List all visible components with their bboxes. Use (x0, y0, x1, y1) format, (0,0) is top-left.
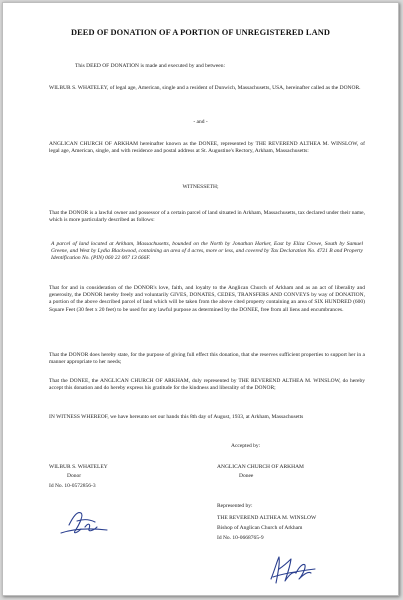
and-separator: - and - (193, 119, 208, 125)
donee-role: Donee (239, 473, 254, 479)
accepted-by-label: Accepted by: (231, 443, 261, 449)
donee-name: ANGLICAN CHURCH OF ARKHAM (217, 464, 304, 470)
representative-signature (263, 549, 323, 589)
intro-line: This DEED OF DONATION is made and executed by and between: (75, 63, 225, 69)
acceptance-paragraph: That the DONEE, the ANGLICAN CHURCH OF ARKHAM, duly represented by THE REVEREND ALTHEA M. WINSLOW, do hereby accept this donation and do hereby express his gratitude for the kindness and liberality of the DONOR; (49, 378, 365, 392)
reserve-paragraph: That the DONOR does hereby state, for the purpose of giving full effect this donation, that she reserves sufficient properties to support her in a manner appropriate to her needs; (49, 352, 365, 366)
representative-name: THE REVEREND ALTHEA M. WINSLOW (217, 515, 317, 521)
witness-whereof-paragraph: IN WITNESS WHEREOF, we have hereunto set our hands this 8th day of August, 1933, at Arkham, Massachusetts (49, 414, 304, 420)
donee-party-paragraph: ANGLICAN CHURCH OF ARKHAM hereinafter known as the DONEE, represented by THE REVEREND ALTHEA M. WINSLOW, of legal age, American, single, and with residence and postal address at St. Augustine's Rectory, Arkham, Massachusetts: (49, 141, 365, 155)
donee-id: Id No. 10-0668765-9 (217, 535, 264, 541)
land-description-paragraph: A parcel of land located at Arkham, Massachusetts, bounded on the North by Jonathan Harker, East by Eliza Crowe, South by Samuel Greene, and West by Lydia Blackwood, containing an area of 4 acres, more or less, and covered by Tax Declaration No. 4721 B and Property Identification No. (PIN) 060 22 007 13 666F. (51, 241, 363, 262)
represented-by-label: Represented by: (217, 503, 253, 509)
donor-signature (55, 503, 115, 543)
witnesseth-heading: WITNESSETH; (182, 184, 219, 190)
deed-page (2, 2, 399, 596)
ownership-paragraph: That the DONOR is a lawful owner and possessor of a certain parcel of land situated in Arkham, Massachusetts, tax declared under their name, which is more particularly described as follows: (49, 210, 365, 224)
document-title: DEED OF DONATION OF A PORTION OF UNREGISTERED LAND (70, 28, 331, 37)
donor-name: WILBUR S. WHATELEY (49, 464, 108, 470)
donor-role: Donor (67, 473, 82, 479)
donor-id: Id No. 10-0572856-3 (49, 483, 96, 489)
consideration-paragraph: That for and in consideration of the DONOR's love, faith, and loyalty to the Anglican Church of Arkham and as an act of liberality and generosity, the DONOR hereby freely and voluntarily GIVES, DONATES, CEDES, TRANSFERS AND CONVEYS by way of DONATION, a portion of the above described parcel of land which will be taken from the above cited property containing an area of SIX HUNDRED (600) Square Feet (30 feet x 20 feet) to be used for any lawful purpose as determined by the DONEE, free from all liens and encumbrances. (49, 285, 365, 313)
donor-party-paragraph: WILBUR S. WHATELEY, of legal age, American, single and a resident of Dunwich, Massachusetts, USA, hereinafter called as the DONOR. (49, 85, 361, 91)
representative-title: Bishop of Anglican Church of Arkham (217, 525, 303, 531)
